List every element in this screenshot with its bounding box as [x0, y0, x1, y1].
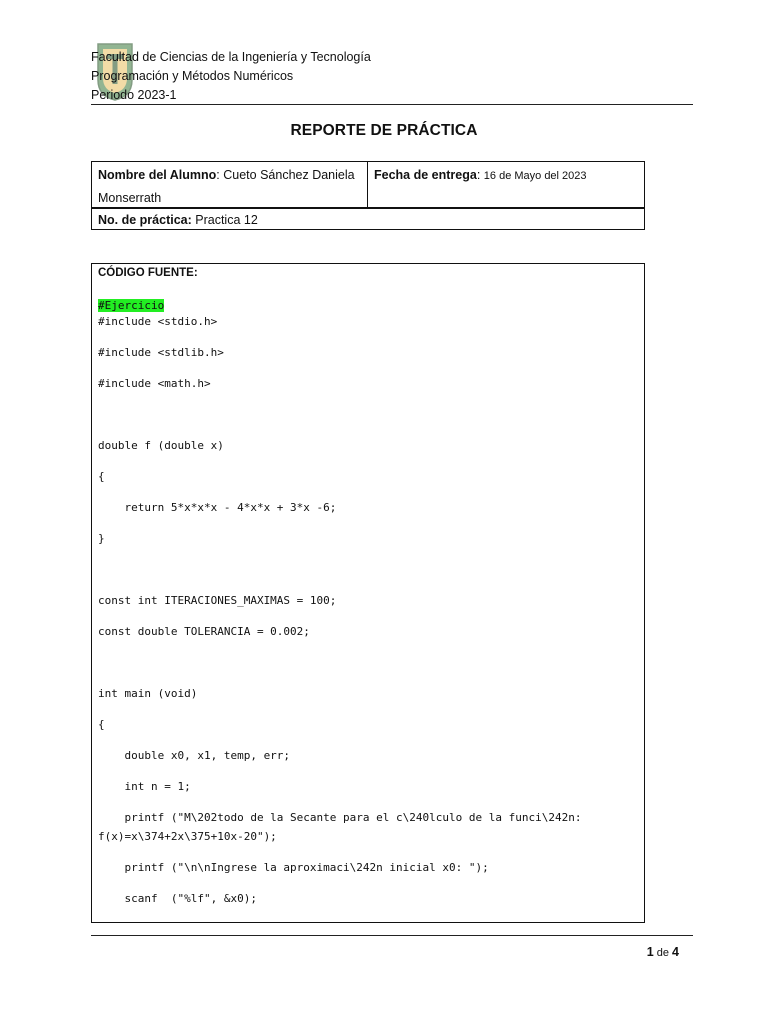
code-line-text: #Ejercicio	[98, 299, 165, 312]
code-line: double x0, x1, temp, err;	[98, 749, 291, 762]
practice-number-value: Practica 12	[191, 213, 258, 227]
page-title: REPORTE DE PRÁCTICA	[290, 122, 478, 139]
code-line: scanf ("%lf", &x0);	[98, 892, 257, 905]
document-header	[91, 48, 371, 105]
practice-number-cell	[92, 208, 644, 229]
code-line: {	[98, 718, 105, 731]
code-line: #include <stdio.h>	[98, 315, 218, 328]
header-course: Programación y Métodos Numéricos	[91, 69, 294, 83]
page-current: 1	[646, 945, 654, 959]
source-code-heading: CÓDIGO FUENTE:	[98, 267, 198, 279]
student-name-label: Nombre del Alumno	[98, 168, 217, 182]
code-line: {	[98, 470, 105, 483]
delivery-date-sep: :	[476, 168, 484, 182]
student-info-table	[91, 161, 645, 230]
header-divider	[91, 104, 693, 105]
delivery-date-value: 16 de Mayo del 2023	[483, 170, 587, 182]
practice-number-label: No. de práctica:	[98, 213, 192, 227]
code-line: double f (double x)	[98, 439, 224, 452]
page-sep: de	[653, 947, 673, 959]
delivery-date-label: Fecha de entrega	[374, 168, 477, 182]
code-line: int n = 1;	[98, 780, 191, 793]
footer-divider	[91, 935, 693, 936]
code-line: f(x)=x\374+2x\375+10x-20");	[98, 830, 277, 843]
code-line: return 5*x*x*x - 4*x*x + 3*x -6;	[98, 501, 337, 514]
code-line: const int ITERACIONES_MAXIMAS = 100;	[98, 594, 337, 607]
code-line: printf ("\n\nIngrese la aproximaci\242n inicial x0: ");	[98, 861, 489, 874]
header-period: Periodo 2023-1	[91, 88, 177, 102]
code-line: #include <stdlib.h>	[98, 346, 224, 359]
code-line: #include <math.h>	[98, 377, 211, 390]
code-line: printf ("M\202todo de la Secante para el c\240lculo de la funci\242n:	[98, 811, 582, 824]
student-name-value: : Cueto Sánchez Daniela Monserrath	[98, 168, 355, 205]
header-faculty: Facultad de Ciencias de la Ingeniería y Tecnología	[91, 50, 371, 64]
code-line	[98, 299, 164, 312]
page-number	[647, 945, 679, 959]
source-code-box	[91, 263, 645, 923]
page-total: 4	[672, 945, 679, 959]
code-line: const double TOLERANCIA = 0.002;	[98, 625, 310, 638]
student-name-cell	[92, 162, 368, 208]
delivery-date-cell	[368, 162, 643, 208]
code-line: int main (void)	[98, 687, 198, 700]
code-line: }	[98, 532, 105, 545]
